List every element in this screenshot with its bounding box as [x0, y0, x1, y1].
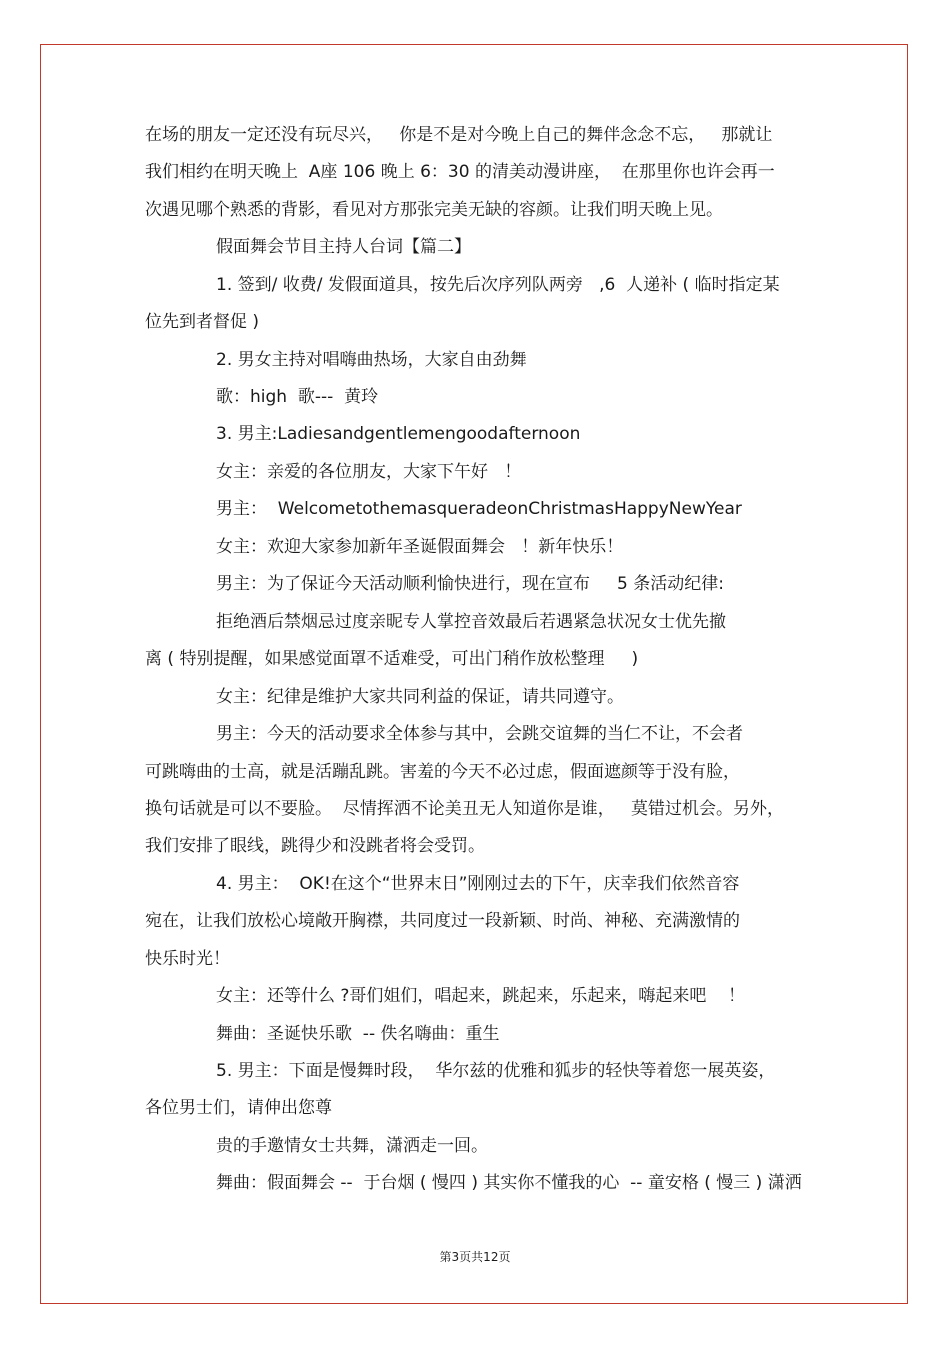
text-line: 女主：欢迎大家参加新年圣诞假面舞会 ！新年快乐！: [216, 537, 624, 557]
text-line: 各位男士们，请伸出您尊: [145, 1098, 332, 1118]
text-line: 舞曲：圣诞快乐歌 -- 佚名嗨曲：重生: [216, 1024, 500, 1044]
text-line: 换句话就是可以不要脸。 尽情挥洒不论美丑无人知道你是谁， 莫错过机会。另外，: [145, 799, 785, 819]
text-line: 宛在，让我们放松心境敞开胸襟，共同度过一段新颖、时尚、神秘、充满激情的: [145, 911, 740, 931]
text-line: 2. 男女主持对唱嗨曲热场，大家自由劲舞: [216, 350, 527, 370]
text-line: 3. 男主:Ladiesandgentlemengoodafternoon: [216, 424, 581, 444]
text-line: 我们安排了眼线，跳得少和没跳者将会受罚。: [145, 836, 485, 856]
text-line: 1. 签到/ 收费/ 发假面道具，按先后次序列队两旁 ,6 人递补 ( 临时指定某: [216, 275, 780, 295]
text-line: 快乐时光！: [145, 949, 230, 969]
text-line: 可跳嗨曲的士高，就是活蹦乱跳。害羞的今天不必过虑，假面遮颜等于没有脸，: [145, 762, 740, 782]
text-line: 男主：今天的活动要求全体参与其中，会跳交谊舞的当仁不让，不会者: [216, 724, 743, 744]
text-line: 离 ( 特别提醒，如果感觉面罩不适难受，可出门稍作放松整理 ): [145, 649, 639, 669]
text-line: 贵的手邀情女士共舞，潇洒走一回。: [216, 1136, 488, 1156]
text-line: 男主： WelcometothemasqueradeonChristmasHappyNewYear: [216, 499, 742, 519]
text-line: 我们相约在明天晚上 A座 106 晚上 6：30 的清美动漫讲座， 在那里你也许会再一: [145, 162, 775, 182]
section-heading: 假面舞会节目主持人台词【篇二】: [216, 237, 471, 257]
text-line: 女主：还等什么 ?哥们姐们，唱起来，跳起来，乐起来，嗨起来吧 ！: [216, 986, 746, 1006]
text-line: 4. 男主： OK!在这个“世界末日”刚刚过去的下午，庆幸我们依然音容: [216, 874, 740, 894]
page-number-footer: 第3页共12页: [439, 1250, 511, 1264]
text-line: 舞曲：假面舞会 -- 于台烟 ( 慢四 ) 其实你不懂我的心 -- 童安格 ( 慢三 ) 潇洒: [216, 1173, 802, 1193]
text-line: 女主：亲爱的各位朋友，大家下午好 ！: [216, 462, 522, 482]
text-line: 位先到者督促 ): [145, 312, 260, 332]
text-line: 次遇见哪个熟悉的背影，看见对方那张完美无缺的容颜。让我们明天晚上见。: [145, 200, 723, 220]
text-line: 男主：为了保证今天活动顺利愉快进行，现在宣布 5 条活动纪律:: [216, 574, 724, 594]
text-line: 拒绝酒后禁烟忌过度亲昵专人掌控音效最后若遇紧急状况女士优先撤: [216, 612, 726, 632]
text-line: 在场的朋友一定还没有玩尽兴， 你是不是对今晚上自己的舞伴念念不忘， 那就让: [145, 125, 773, 145]
text-line: 歌：high 歌--- 黄玲: [216, 387, 379, 407]
text-line: 女主：纪律是维护大家共同利益的保证，请共同遵守。: [216, 687, 624, 707]
text-line: 5. 男主：下面是慢舞时段， 华尔兹的优雅和狐步的轻快等着您一展英姿，: [216, 1061, 776, 1081]
